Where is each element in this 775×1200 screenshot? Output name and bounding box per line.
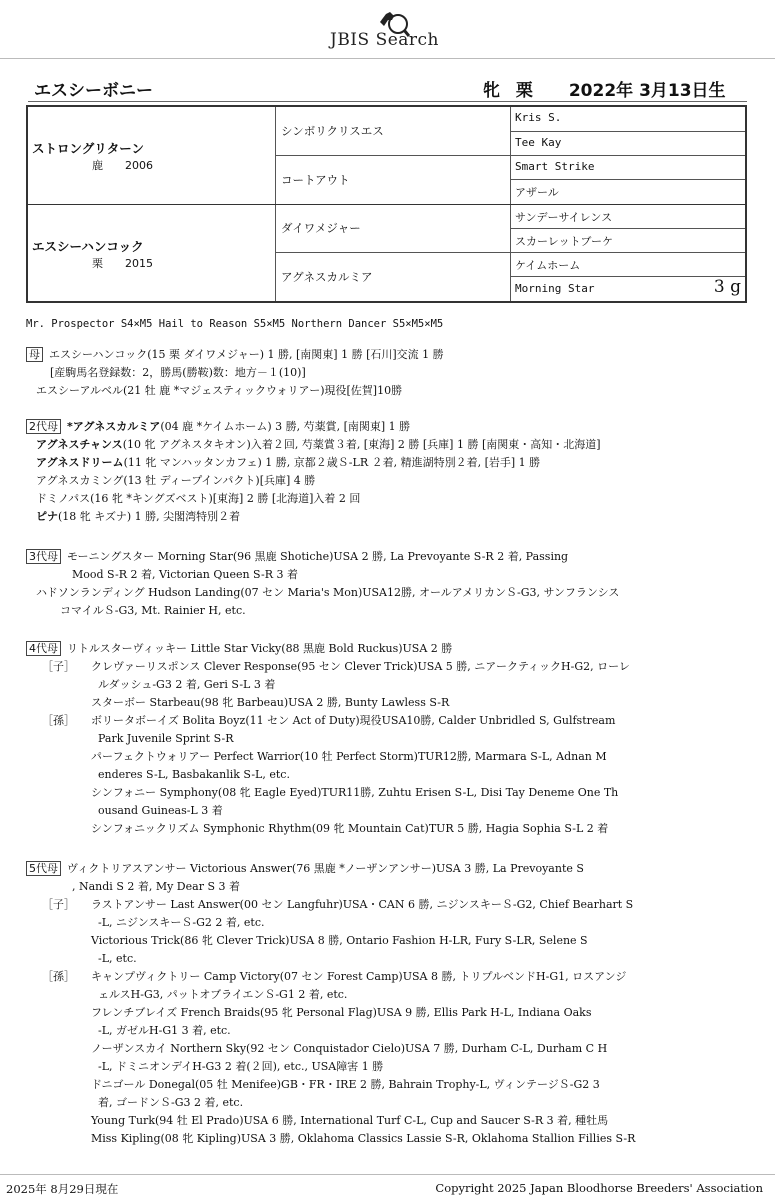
inbreeding-line: Mr. Prospector S4×M5 Hail to Reason S5×M5 Northern Dancer S5×M5×M5: [26, 318, 444, 330]
title-divider: [28, 101, 747, 102]
section-tag: 5代母: [26, 861, 61, 876]
record-text: 着, ゴードンＳ-G3 2 着, etc.: [98, 1096, 244, 1109]
g2-cell[interactable]: コートアウト: [281, 173, 350, 187]
record-text: キャンプヴィクトリー Camp Victory(07 セン Forest Camp)USA 8 勝, トリプルベンドH-G1, ロスアンジ: [91, 970, 627, 983]
g3-cell[interactable]: Kris S.: [515, 111, 562, 124]
g3-cell[interactable]: Morning Star: [515, 282, 595, 295]
horse-link[interactable]: ピナ: [36, 510, 58, 523]
second-dam-section: [26, 418, 751, 526]
g3-cell[interactable]: スカーレットブーケ: [515, 235, 614, 248]
child-label: ［子］: [42, 660, 75, 673]
pedigree-table: [26, 105, 747, 303]
record-text: ハドソンランディング Hudson Landing(07 セン Maria's Mon)USA12勝, オールアメリカンＳ-G3, サンフランシス: [36, 586, 620, 599]
record-text: Park Juvenile Sprint S-R: [98, 732, 234, 745]
record-text: -L, ガゼルH-G1 3 着, etc.: [98, 1024, 231, 1037]
record-text: ousand Guineas-L 3 着: [98, 804, 223, 817]
record-text: パーフェクトウォリアー Perfect Warrior(10 牡 Perfect Storm)TUR12勝, Marmara S-L, Adnan M: [91, 750, 607, 763]
record-text: シンフォニックリズム Symphonic Rhythm(09 牝 Mountain Cat)TUR 5 勝, Hagia Sophia S-L 2 着: [91, 822, 609, 835]
jbis-logo[interactable]: [330, 8, 460, 54]
g3-cell[interactable]: Smart Strike: [515, 160, 595, 173]
record-text: enderes S-L, Basbakanlik S-L, etc.: [98, 768, 290, 781]
record-text: リトルスターヴィッキー Little Star Vicky(88 黒鹿 Bold Ruckus)USA 2 勝: [67, 642, 453, 655]
record-text: ドミノパス(16 牝 *キングズベスト)[東海] 2 勝 [北海道]入着 2 回: [36, 492, 361, 505]
horse-sex: 牝: [483, 81, 500, 101]
g2-cell[interactable]: シンボリクリスエス: [281, 124, 384, 138]
horse-color: 栗: [515, 81, 533, 101]
record-text: ボリータボーイズ Bolita Boyz(11 セン Act of Duty)現役USA10勝, Calder Unbridled S, Gulfstream: [91, 714, 616, 727]
dam-section: [26, 346, 751, 400]
record-text: アグネスカミング(13 牡 ディープインパクト)[兵庫] 4 勝: [36, 474, 316, 487]
record-text: ラストアンサー Last Answer(00 セン Langfuhr)USA・CAN 6 勝, ニジンスキーＳ-G2, Chief Bearhart S: [91, 898, 634, 911]
grandchild-label: ［孫］: [42, 970, 75, 983]
record-text: ェルスH-G3, パットオブライエンＳ-G1 2 着, etc.: [98, 988, 348, 1001]
dam-info: 栗 2015: [92, 257, 153, 270]
bottom-divider: [0, 1174, 775, 1175]
third-dam-section: [26, 548, 751, 620]
record-text: Victorious Trick(86 牝 Clever Trick)USA 8 勝, Ontario Fashion H-LR, Fury S-LR, Selene S: [91, 934, 588, 947]
sire-name: ストロングリターン: [32, 141, 145, 156]
g2-cell[interactable]: ダイワメジャー: [281, 221, 361, 235]
dam-line: [産駒馬名登録数：2，勝馬(勝鞍)数：地方－１(10)]: [50, 366, 306, 379]
record-text: (11 牝 マンハッタンカフェ) 1 勝, 京都２歳Ｓ-LR ２着, 精進湖特別２着, [岩手] 1 勝: [123, 456, 541, 469]
record-text: ヴィクトリアスアンサー Victorious Answer(76 黒鹿 *ノーザンアンサー)USA 3 勝, La Prevoyante S: [67, 862, 584, 875]
g3-cell[interactable]: アザール: [515, 186, 559, 199]
horse-info: [483, 76, 736, 101]
fourth-dam-section: [26, 640, 751, 838]
g2-cell[interactable]: アグネスカルミア: [281, 270, 373, 284]
dam-name: エスシーハンコック: [32, 239, 144, 254]
record-text: (04 鹿 *ケイムホーム) 3 勝, 芍薬賞, [南関東] 1 勝: [160, 420, 411, 433]
record-text: モーニングスター Morning Star(96 黒鹿 Shotiche)USA 2 勝, La Prevoyante S-R 2 着, Passing: [67, 550, 569, 563]
record-text: シンフォニー Symphony(08 牝 Eagle Eyed)TUR11勝, Zuhtu Erisen S-L, Disi Tay Deneme One Th: [91, 786, 619, 799]
record-text: Mood S-R 2 着, Victorian Queen S-R 3 着: [72, 568, 298, 581]
g3-cell[interactable]: サンデーサイレンス: [515, 211, 613, 224]
record-text: スターボー Starbeau(98 牝 Barbeau)USA 2 勝, Bunty Lawless S-R: [91, 696, 450, 709]
gelding-tag: 3 g: [713, 277, 741, 297]
section-tag: 母: [26, 347, 43, 362]
sire-info: 鹿 2006: [92, 159, 153, 172]
top-divider: [0, 58, 775, 59]
record-text: (10 牝 アグネスタキオン)入着２回, 芍薬賞３着, [東海] 2 勝 [兵庫] 1 勝 [南関東・高知・北海道]: [122, 438, 601, 451]
section-tag: 3代母: [26, 549, 61, 564]
record-text: -L, ニジンスキーＳ-G2 2 着, etc.: [98, 916, 265, 929]
dam-cell[interactable]: [32, 237, 153, 271]
g3-cell[interactable]: ケイムホーム: [515, 259, 581, 272]
horse-birth: 2022年 3月13日生: [568, 81, 726, 101]
horse-link[interactable]: アグネスドリーム: [36, 456, 124, 469]
dam-line: エスシーアルベル(21 牡 鹿 *マジェスティックウォリアー)現役[佐賀]10勝: [36, 384, 403, 397]
record-text: フレンチブレイズ French Braids(95 牝 Personal Flag)USA 9 勝, Ellis Park H-L, Indiana Oaks: [91, 1006, 592, 1019]
record-text: (18 牝 キズナ) 1 勝, 尖閣湾特別２着: [58, 510, 241, 523]
record-text: Miss Kipling(08 牝 Kipling)USA 3 勝, Oklahoma Classics Lassie S-R, Oklahoma Stallion Fillies S-R: [91, 1132, 636, 1145]
record-text: ドニゴール Donegal(05 牡 Menifee)GB・FR・IRE 2 勝, Bahrain Trophy-L, ヴィンテージＳ-G2 3: [91, 1078, 600, 1091]
sire-cell[interactable]: [32, 139, 153, 173]
horse-title: [28, 76, 747, 104]
record-text: -L, ドミニオンデイH-G3 2 着(２回), etc., USA障害 1 勝: [98, 1060, 384, 1073]
g3-cell[interactable]: Tee Kay: [515, 136, 562, 149]
grandchild-label: ［孫］: [42, 714, 75, 727]
record-text: クレヴァーリスポンス Clever Response(95 セン Clever Trick)USA 5 勝, ニアークティックH-G2, ローレ: [91, 660, 630, 673]
record-text: -L, etc.: [98, 952, 137, 965]
copyright: Copyright 2025 Japan Bloodhorse Breeders' Association: [435, 1181, 763, 1195]
horse-link[interactable]: *アグネスカルミア: [67, 420, 161, 433]
logo-text: JBIS Search: [330, 30, 440, 50]
dam-line: エスシーハンコック(15 栗 ダイワメジャー) 1 勝, [南関東] 1 勝 [石川]交流 1 勝: [49, 348, 444, 361]
report-date: 2025年 8月29日現在: [6, 1182, 119, 1196]
record-text: ノーザンスカイ Northern Sky(92 セン Conquistador Cielo)USA 7 勝, Durham C-L, Durham C H: [91, 1042, 608, 1055]
horse-name: エスシーボニー: [34, 81, 153, 101]
section-tag: 4代母: [26, 641, 61, 656]
record-text: , Nandi S 2 着, My Dear S 3 着: [72, 880, 240, 893]
record-text: ルダッシュ-G3 2 着, Geri S-L 3 着: [98, 678, 276, 691]
record-text: コマイルＳ-G3, Mt. Rainier H, etc.: [60, 604, 246, 617]
record-text: Young Turk(94 牡 El Prado)USA 6 勝, International Turf C-L, Cup and Saucer S-R 3 着, 種牡馬: [91, 1114, 609, 1127]
section-tag: 2代母: [26, 419, 61, 434]
child-label: ［子］: [42, 898, 75, 911]
fifth-dam-section: [26, 860, 751, 1148]
horse-link[interactable]: アグネスチャンス: [36, 438, 123, 451]
